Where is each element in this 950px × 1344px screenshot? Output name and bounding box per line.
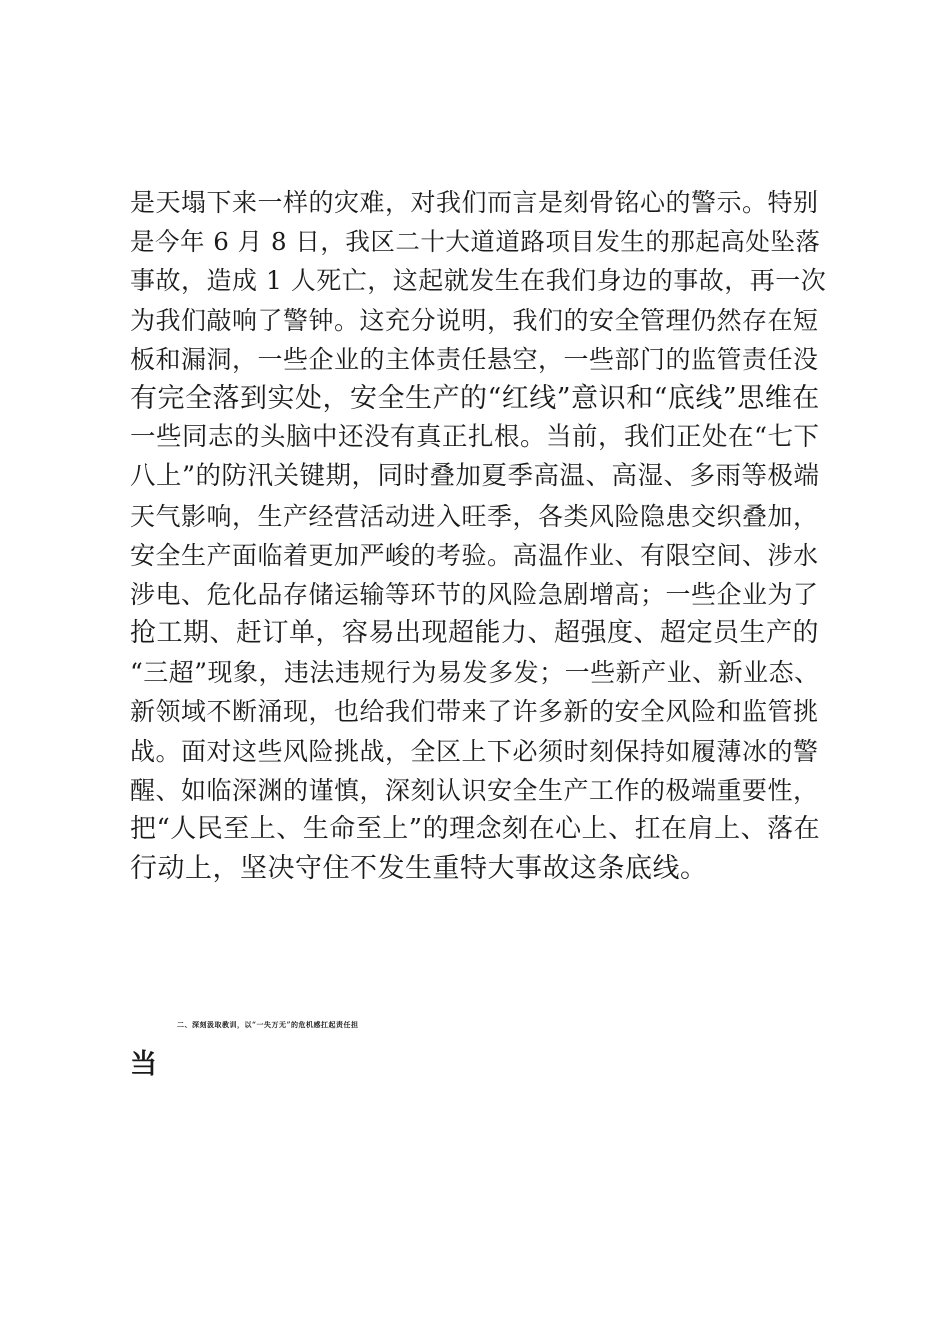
paragraph-line: 把“人民至上、生命至上”的理念刻在心上、扛在肩上、落在 <box>130 814 821 844</box>
paragraph-line: 板和漏洞，一些企业的主体责任悬空，一些部门的监管责任没 <box>130 344 819 374</box>
paragraph-line: “三超”现象，违法违规行为易发多发；一些新产业、新业态、 <box>130 658 820 688</box>
section-heading <box>130 1005 830 1084</box>
paragraph-line: 醒、如临深渊的谨慎，深刻认识安全生产工作的极端重要性， <box>130 775 819 805</box>
paragraph-line: 行动上，坚决守住不发生重特大事故这条底线。 <box>130 853 708 885</box>
paragraph-line: 抢工期、赶订单，容易出现超能力、超强度、超定员生产的 <box>130 618 820 649</box>
paragraph-line: 是今年 6 月 8 日，我区二十大道道路项目发生的那起高处坠落 <box>130 227 821 257</box>
heading-line: 二、深刻汲取教训，以“一失万无”的危机感扛起责任担 <box>177 1020 359 1029</box>
paragraph-line: 有完全落到实处，安全生产的“红线”意识和“底线”思维在 <box>130 382 820 414</box>
paragraph-line: 为我们敲响了警钟。这充分说明，我们的安全管理仍然存在短 <box>130 305 819 335</box>
paragraph-line: 新领域不断涌现，也给我们带来了许多新的安全风险和监管挑 <box>130 697 819 727</box>
paragraph-line: 是天塌下来一样的灾难，对我们而言是刻骨铭心的警示。特别 <box>130 188 819 217</box>
paragraph-line: 天气影响，生产经营活动进入旺季，各类风险隐患交织叠加， <box>130 501 819 531</box>
paragraph-line: 事故，造成 1 人死亡，这起就发生在我们身边的事故，再一次 <box>130 266 827 296</box>
paragraph-line: 八上”的防汛关键期，同时叠加夏季高温、高湿、多雨等极端 <box>130 461 820 492</box>
paragraph-line: 一些同志的头脑中还没有真正扎根。当前，我们正处在“七下 <box>130 422 820 453</box>
heading-line: 当 <box>130 1048 158 1080</box>
body-paragraph <box>130 183 830 888</box>
paragraph-line: 安全生产面临着更加严峻的考验。高温作业、有限空间、涉水 <box>130 540 819 570</box>
paragraph-line: 战。面对这些风险挑战，全区上下必须时刻保持如履薄冰的警 <box>130 736 819 766</box>
paragraph-line: 涉电、危化品存储运输等环节的风险急剧增高；一些企业为了 <box>130 579 819 609</box>
